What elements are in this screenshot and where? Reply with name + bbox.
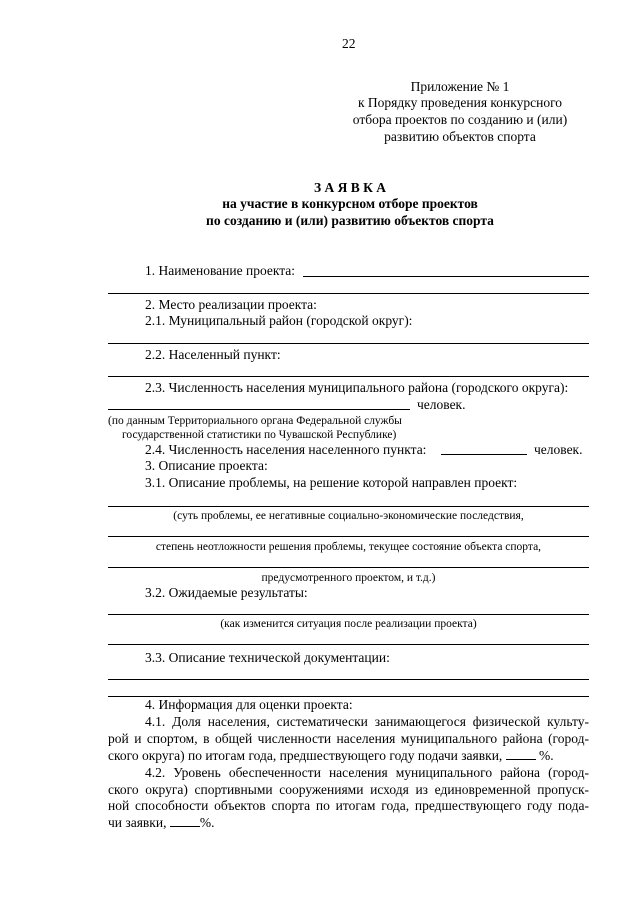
project-name-field[interactable]	[303, 276, 589, 277]
appendix-line-2: к Порядку проведения конкурсного	[357, 95, 563, 110]
document-subtitle-1: на участие в конкурсном отборе проектов	[222, 196, 478, 211]
facilities-level-text-4	[108, 815, 214, 831]
facilities-level-percent-field[interactable]	[170, 815, 200, 827]
sport-share-percent-sign: %.	[539, 748, 554, 763]
project-description-label: 3. Описание проекта:	[145, 458, 268, 473]
project-name-field-line-2[interactable]	[108, 293, 589, 294]
problem-description-field-3[interactable]	[108, 567, 589, 568]
problem-description-field-1[interactable]	[108, 506, 589, 507]
facilities-level-text-4a: чи заявки,	[108, 815, 167, 830]
appendix-line-1: Приложение № 1	[410, 79, 510, 94]
sport-share-text-3	[108, 748, 554, 764]
district-population-label: 2.3. Численность населения муниципального района (городского округа):	[145, 380, 569, 395]
technical-docs-label: 3.3. Описание технической документации:	[145, 650, 390, 665]
settlement-field[interactable]	[108, 376, 589, 377]
expected-results-field-1[interactable]	[108, 614, 589, 615]
project-name-label: 1. Наименование проекта:	[145, 263, 296, 278]
problem-description-field-2[interactable]	[108, 536, 589, 537]
municipal-district-label: 2.1. Муниципальный район (городской округ):	[145, 313, 413, 328]
location-label: 2. Место реализации проекта:	[145, 297, 317, 312]
sport-share-text-2: рой и спортом, в общей численности населения муниципального района (город-	[108, 731, 589, 746]
district-population-note-1: (по данным Территориального органа Федеральной службы	[108, 415, 402, 427]
district-population-field[interactable]	[108, 409, 410, 410]
appendix-line-4: развитию объектов спорта	[384, 129, 536, 144]
appendix-line-3: отбора проектов по созданию и (или)	[352, 112, 568, 127]
municipal-district-field[interactable]	[108, 343, 589, 344]
document-title: З А Я В К А	[313, 180, 387, 195]
assessment-info-label: 4. Информация для оценки проекта:	[145, 697, 353, 712]
problem-description-label: 3.1. Описание проблемы, на решение которой направлен проект:	[145, 475, 518, 490]
expected-results-field-2[interactable]	[108, 644, 589, 645]
facilities-level-text-3: ной способности объектов спорта по итогам года, предшествующего году пода-	[108, 798, 589, 813]
settlement-population-label: 2.4. Численность населения населенного пункта:	[145, 442, 427, 457]
settlement-population-unit: человек.	[534, 442, 583, 457]
expected-results-note: (как изменится ситуация после реализации проекта)	[220, 618, 477, 630]
district-population-note-2: государственной статистики по Чувашской Республике)	[122, 429, 397, 441]
page-number: 22	[342, 36, 356, 51]
facilities-level-text-2: ского округа) спортивными сооружениями исходя из единовременной пропуск-	[108, 782, 589, 797]
problem-description-note-1: (суть проблемы, ее негативные социально-экономические последствия,	[173, 510, 524, 522]
facilities-level-percent-sign: %.	[199, 815, 215, 830]
district-population-unit: человек.	[417, 397, 466, 412]
expected-results-label: 3.2. Ожидаемые результаты:	[145, 585, 308, 600]
sport-share-text-3a: ского округа) по итогам года, предшествующего году подачи заявки,	[108, 748, 503, 763]
settlement-label: 2.2. Населенный пункт:	[145, 347, 281, 362]
document-subtitle-2: по созданию и (или) развитию объектов спорта	[206, 213, 494, 228]
sport-share-text-1: 4.1. Доля населения, систематически занимающегося физической культу-	[145, 714, 589, 729]
technical-docs-field-1[interactable]	[108, 679, 589, 680]
problem-description-note-3: предусмотренного проектом, и т.д.)	[261, 572, 436, 584]
facilities-level-text-1: 4.2. Уровень обеспеченности населения муниципального района (город-	[145, 765, 589, 780]
sport-share-percent-field[interactable]	[506, 748, 536, 760]
settlement-population-field[interactable]	[441, 454, 527, 455]
problem-description-note-2: степень неотложности решения проблемы, текущее состояние объекта спорта,	[155, 541, 542, 553]
